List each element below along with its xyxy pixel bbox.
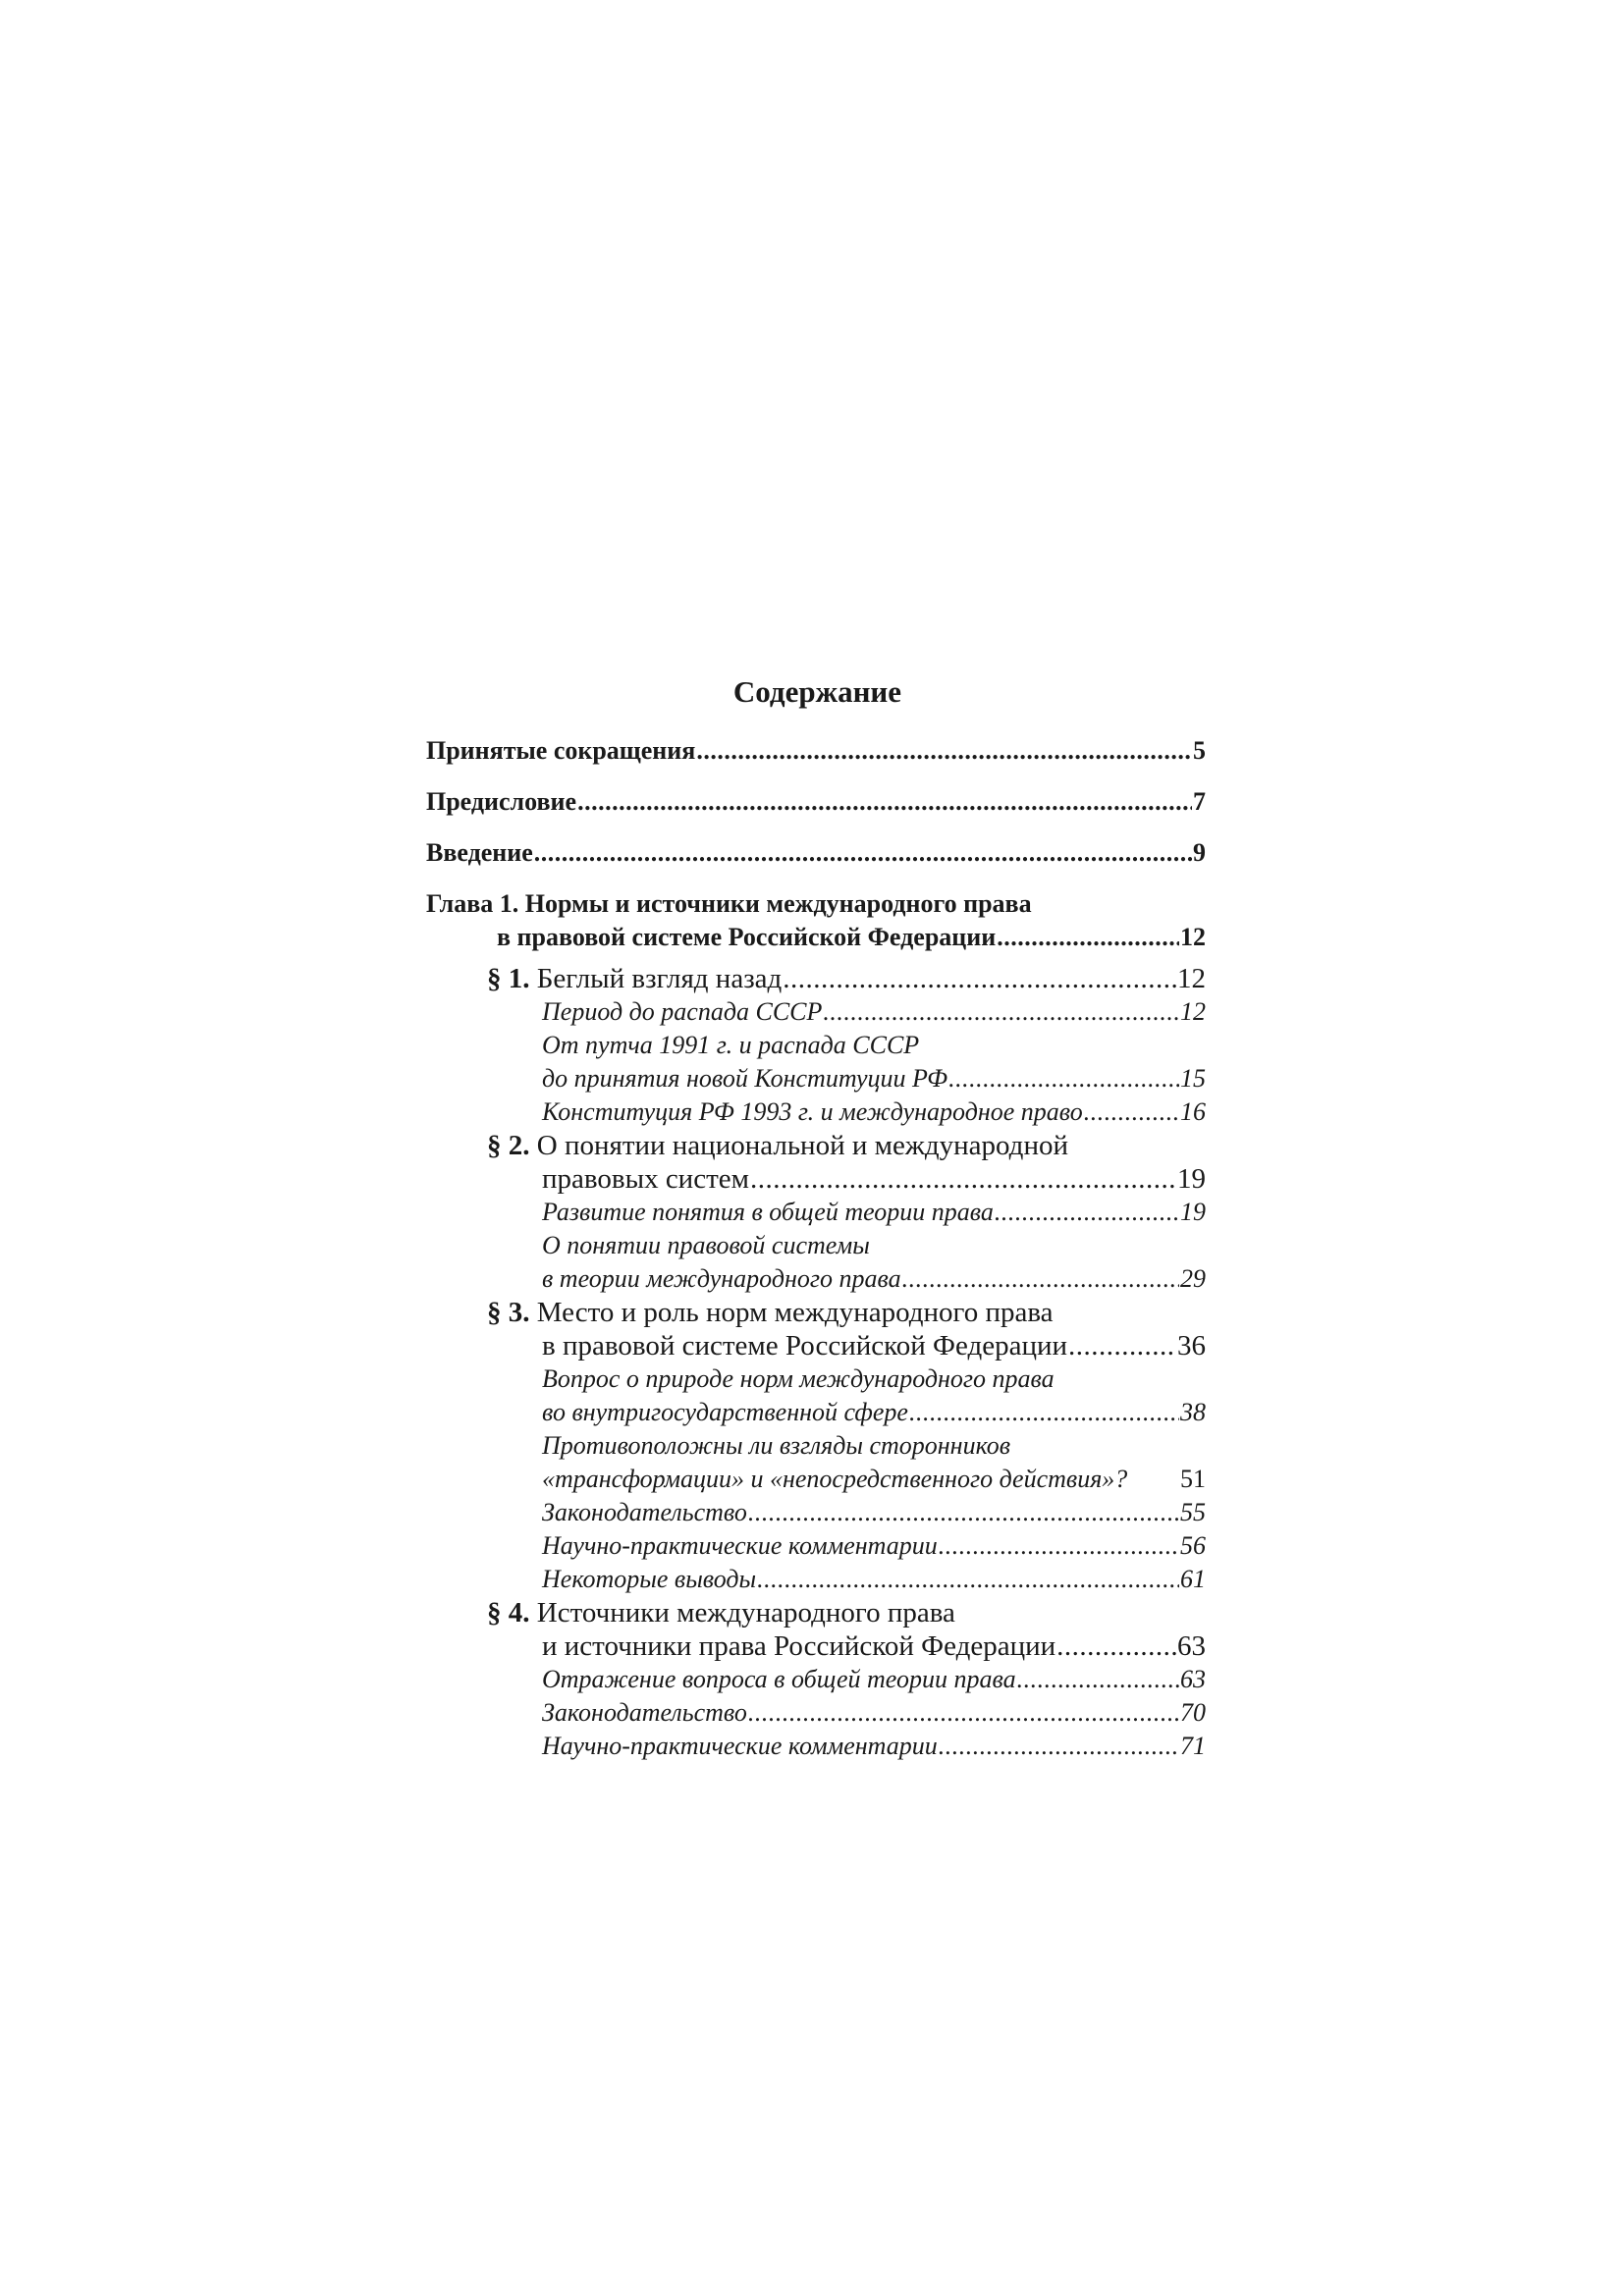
section-number: § 3. [487, 1297, 530, 1328]
toc-page-number: 55 [1180, 1498, 1206, 1526]
toc-entry-label: «трансформации» и «непосредственного действия»? [542, 1465, 1128, 1493]
toc-entry-label: Принятые сокращения [426, 736, 696, 765]
toc-page-number: 70 [1180, 1698, 1206, 1727]
toc-entry-line [426, 1129, 1206, 1162]
toc-page-number: 12 [1177, 963, 1206, 994]
section-title: Источники международного права [536, 1597, 955, 1629]
toc-entry-line [426, 1629, 1206, 1663]
toc-entry-label [487, 962, 782, 995]
toc-entry-label: Научно-практические комментарии [542, 1531, 938, 1560]
toc-entry-line [426, 921, 1206, 954]
toc-entry-subsection[interactable] [426, 1429, 1206, 1496]
toc-entry-subsection[interactable] [426, 1362, 1206, 1429]
toc-entry-line [426, 887, 1206, 921]
toc-entry-label: Период до распада СССР [542, 997, 823, 1026]
toc-entry-line [426, 1329, 1206, 1362]
toc-page-number: 38 [1180, 1398, 1206, 1426]
toc-page-number: 5 [1193, 736, 1206, 765]
section-number: § 1. [487, 963, 530, 994]
toc-entry-label: Противоположны ли взгляды сторонников [542, 1431, 1011, 1460]
toc-entry-subsection[interactable] [426, 1663, 1206, 1696]
toc-entry-line [426, 1229, 1206, 1262]
toc-entry-label: Законодательство [542, 1498, 747, 1526]
toc-entry-section-1[interactable] [426, 962, 1206, 995]
toc-entry-preface[interactable] [426, 785, 1206, 819]
toc-page-number: 7 [1193, 787, 1206, 816]
toc-page-number: 15 [1180, 1064, 1206, 1093]
toc-entry-line [426, 1596, 1206, 1629]
toc-page-number: 19 [1180, 1198, 1206, 1226]
toc-page-number: 51 [1180, 1465, 1206, 1493]
toc-entry-label: Научно-практические комментарии [542, 1732, 938, 1760]
toc-entry-label: во внутригосударственной сфере [542, 1398, 908, 1426]
toc-page-number: 63 [1177, 1630, 1206, 1662]
dot-leader [823, 995, 1179, 1029]
section-title: Беглый взгляд назад [536, 963, 783, 994]
dot-leader [1056, 1629, 1176, 1663]
dot-leader [534, 836, 1192, 870]
toc-entry-label: Развитие понятия в общей теории права [542, 1198, 994, 1226]
toc-entry-label: и источники права Российской Федерации [542, 1630, 1056, 1662]
toc-entry-subsection[interactable] [426, 1696, 1206, 1730]
page-title: Содержание [732, 674, 902, 709]
toc-entry-chapter-1[interactable] [426, 887, 1206, 954]
dot-leader [577, 785, 1192, 819]
section-title: Место и роль норм международного права [536, 1297, 1054, 1328]
table-of-contents [426, 734, 1206, 1763]
toc-entry-section-4[interactable] [426, 1596, 1206, 1663]
dot-leader [748, 1496, 1179, 1529]
dot-leader [757, 1563, 1179, 1596]
toc-entry-section-2[interactable] [426, 1129, 1206, 1196]
toc-entry-section-3[interactable] [426, 1296, 1206, 1362]
toc-entry-label: Вопрос о природе норм международного права [542, 1364, 1055, 1393]
toc-entry-abbreviations[interactable] [426, 734, 1206, 768]
toc-entry-subsection[interactable] [426, 1196, 1206, 1229]
toc-entry-label: От путча 1991 г. и распада СССР [542, 1031, 920, 1059]
toc-entry-subsection[interactable] [426, 1529, 1206, 1563]
toc-entry-label [487, 1296, 1054, 1329]
toc-entry-label: Глава 1. Нормы и источники международного права [426, 889, 1032, 918]
section-number: § 2. [487, 1130, 530, 1161]
toc-page-number: 12 [1180, 923, 1206, 951]
toc-entry-line [426, 1262, 1206, 1296]
dot-leader [902, 1262, 1179, 1296]
dot-leader [1017, 1663, 1179, 1696]
toc-entry-label: в правовой системе Российской Федерации [497, 923, 997, 951]
toc-entry-subsection[interactable] [426, 1229, 1206, 1296]
toc-page-number: 12 [1180, 997, 1206, 1026]
dot-leader [748, 1696, 1179, 1730]
toc-entry-line [426, 1296, 1206, 1329]
dot-leader [939, 1730, 1179, 1763]
toc-page-number: 16 [1180, 1097, 1206, 1126]
toc-entry-introduction[interactable] [426, 836, 1206, 870]
toc-entry-label: Некоторые выводы [542, 1565, 757, 1593]
dot-leader [948, 1062, 1179, 1095]
toc-page-number: 56 [1180, 1531, 1206, 1560]
toc-entry-label: правовых систем [542, 1163, 749, 1195]
toc-entry-subsection[interactable] [426, 1496, 1206, 1529]
dot-leader [783, 962, 1176, 995]
toc-entry-line [426, 1029, 1206, 1062]
toc-page-number: 63 [1180, 1665, 1206, 1693]
toc-entry-label: Законодательство [542, 1698, 747, 1727]
toc-entry-label: до принятия новой Конституции РФ [542, 1064, 948, 1093]
dot-leader [995, 1196, 1179, 1229]
dot-leader [1084, 1095, 1179, 1129]
section-title: О понятии национальной и международной [536, 1130, 1068, 1161]
toc-entry-line [426, 1162, 1206, 1196]
toc-entry-label: О понятии правовой системы [542, 1231, 870, 1259]
dot-leader [750, 1162, 1176, 1196]
toc-page-number: 61 [1180, 1565, 1206, 1593]
toc-entry-label: в правовой системе Российской Федерации [542, 1330, 1067, 1362]
toc-entry-label: Введение [426, 838, 533, 867]
dot-leader [1068, 1329, 1176, 1362]
toc-entry-subsection[interactable] [426, 1563, 1206, 1596]
toc-entry-subsection[interactable] [426, 1029, 1206, 1095]
toc-entry-label: Предисловие [426, 787, 577, 816]
toc-entry-label: в теории международного права [542, 1264, 901, 1293]
toc-entry-subsection[interactable] [426, 1095, 1206, 1129]
toc-entry-line [426, 1396, 1206, 1429]
dot-leader [939, 1529, 1179, 1563]
toc-entry-line [426, 1463, 1206, 1496]
toc-page-number: 36 [1177, 1330, 1206, 1362]
toc-page-number: 29 [1180, 1264, 1206, 1293]
toc-entry-line [426, 1362, 1206, 1396]
toc-entry-line [426, 1062, 1206, 1095]
toc-entry-label [487, 1596, 955, 1629]
toc-entry-label [487, 1129, 1068, 1162]
toc-entry-subsection[interactable] [426, 1730, 1206, 1763]
toc-page-number: 9 [1193, 838, 1206, 867]
dot-leader [997, 921, 1179, 954]
toc-entry-label: Отражение вопроса в общей теории права [542, 1665, 1016, 1693]
toc-entry-subsection[interactable] [426, 995, 1206, 1029]
dot-leader [696, 734, 1192, 768]
toc-entry-label: Конституция РФ 1993 г. и международное право [542, 1097, 1083, 1126]
toc-page-number: 19 [1177, 1163, 1206, 1195]
section-number: § 4. [487, 1597, 530, 1629]
toc-entry-line [426, 1429, 1206, 1463]
dot-leader [909, 1396, 1179, 1429]
toc-page-number: 71 [1180, 1732, 1206, 1760]
